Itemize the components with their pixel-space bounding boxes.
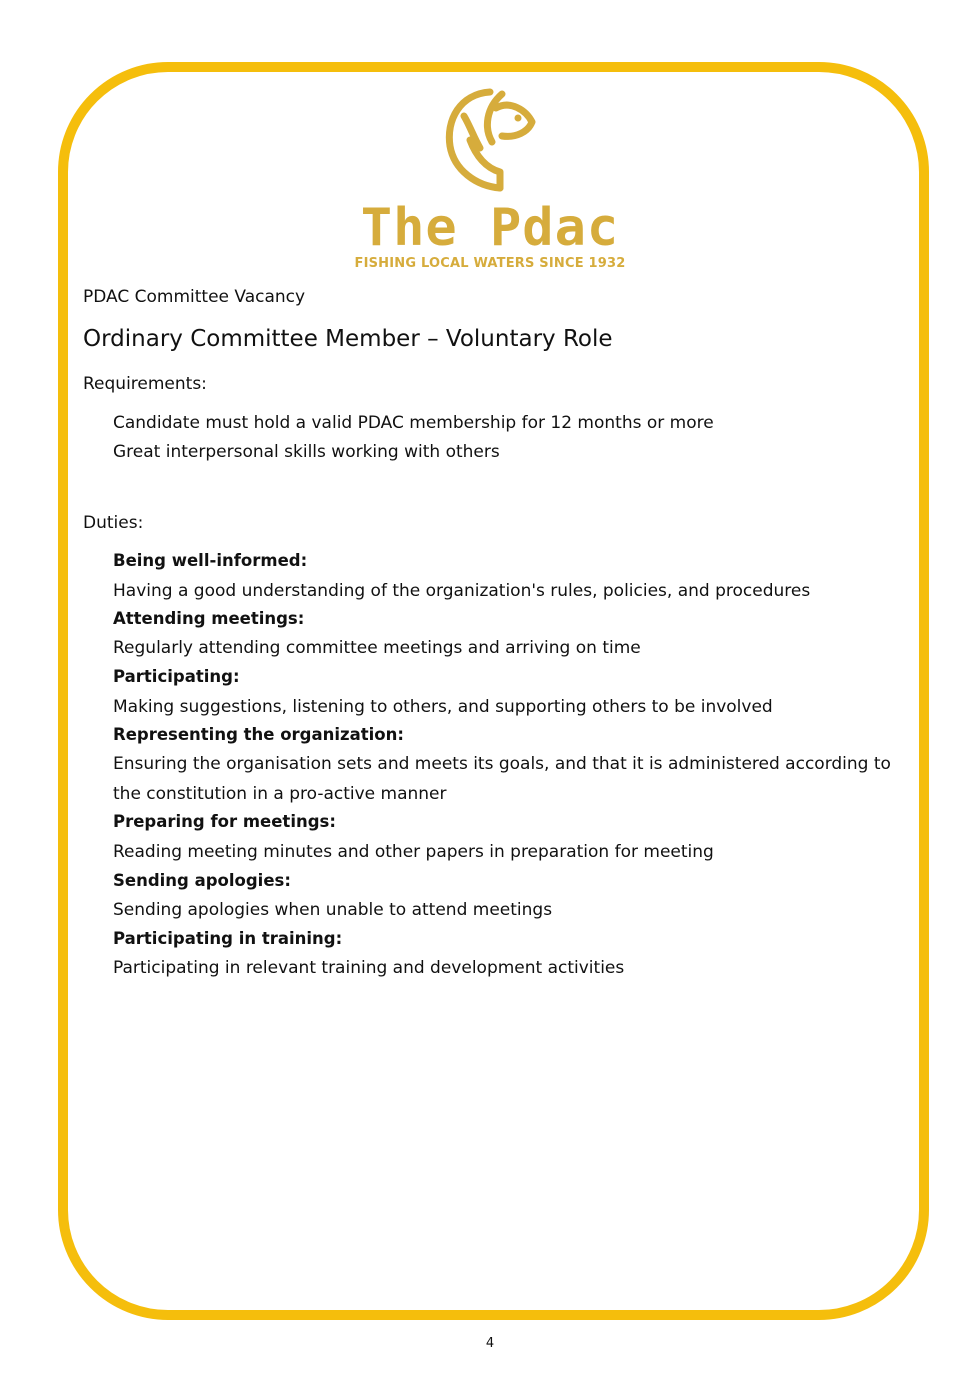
doc-kicker: PDAC Committee Vacancy (83, 287, 306, 307)
duty-heading: Preparing for meetings: (113, 812, 336, 831)
duty-text: Reading meeting minutes and other papers in preparation for meeting (113, 842, 714, 862)
requirement-item: Candidate must hold a valid PDAC membership for 12 months or more (113, 413, 714, 433)
duty-text: Regularly attending committee meetings and arriving on time (113, 638, 641, 658)
duty-heading: Participating in training: (113, 929, 343, 948)
duty-heading: Being well-informed: (113, 551, 308, 570)
duty-heading: Representing the organization: (113, 725, 404, 744)
duty-heading: Attending meetings: (113, 609, 305, 628)
duty-heading: Participating: (113, 667, 240, 686)
fish-logo-icon (0, 86, 980, 192)
doc-title: Ordinary Committee Member – Voluntary Role (83, 326, 613, 352)
duty-heading: Sending apologies: (113, 871, 291, 890)
duty-text: Making suggestions, listening to others, and supporting others to be involved (113, 697, 773, 717)
duty-text: Ensuring the organisation sets and meets its goals, and that it is administered according to (113, 754, 891, 774)
duty-text: Sending apologies when unable to attend meetings (113, 900, 553, 920)
duty-text: the constitution in a pro-active manner (113, 784, 447, 804)
duty-text: Participating in relevant training and development activities (113, 958, 625, 978)
requirement-item: Great interpersonal skills working with others (113, 442, 500, 462)
duties-label: Duties: (83, 513, 144, 533)
brand-tagline: FISHING LOCAL WATERS SINCE 1932 (354, 256, 626, 271)
duty-text: Having a good understanding of the organization's rules, policies, and procedures (113, 581, 811, 601)
brand-name: The Pdac (360, 198, 620, 258)
requirements-label: Requirements: (83, 374, 207, 394)
page-number: 4 (485, 1336, 495, 1351)
